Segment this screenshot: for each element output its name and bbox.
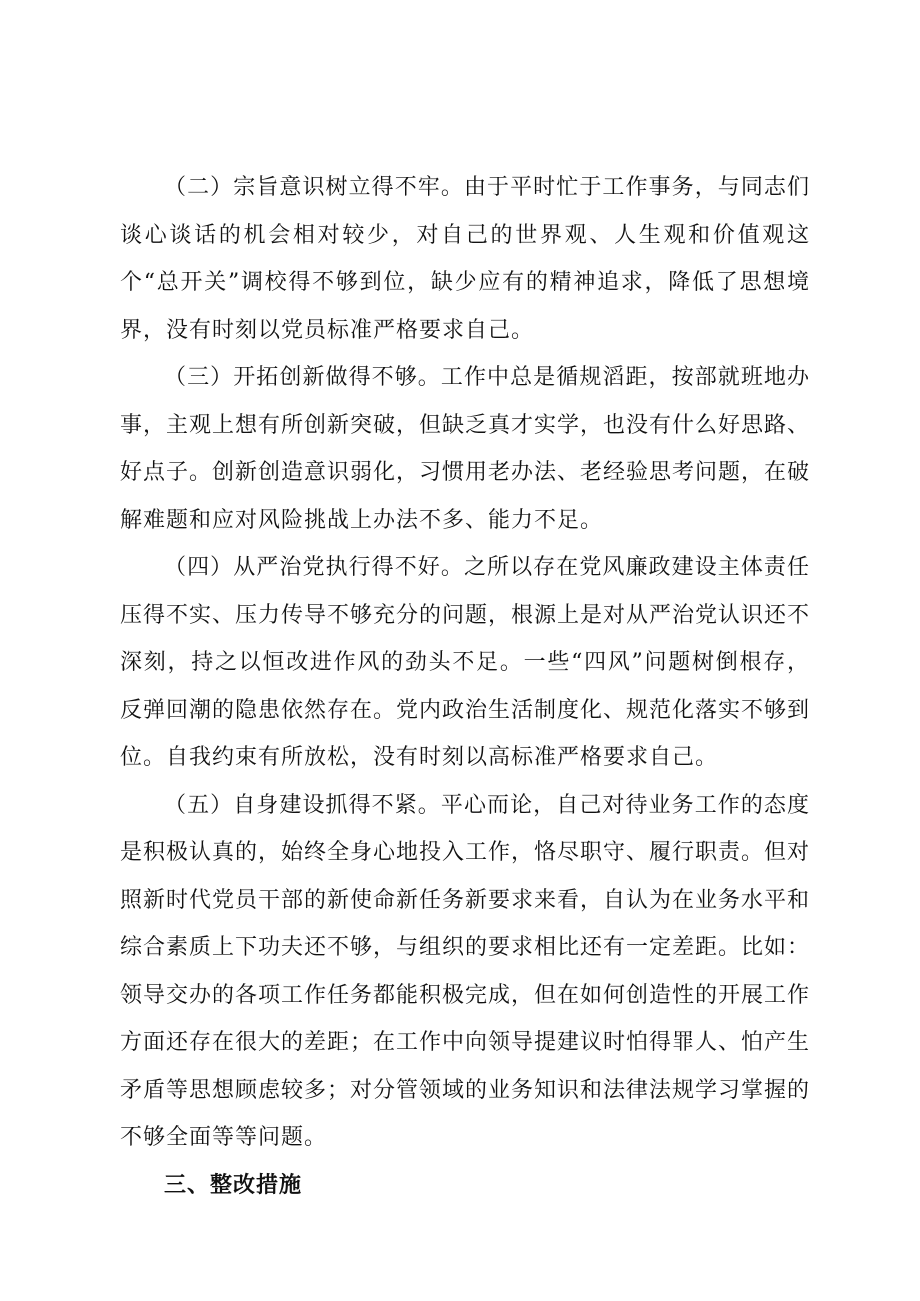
section-heading-rectification: 三、整改措施 (164, 1172, 303, 1198)
paragraph-purpose-awareness: （二）宗旨意识树立得不牢。由于平时忙于工作事务，与同志们谈心谈话的机会相对较少，对自己的世界观、人生观和价值观这个“总开关”调校得不够到位，缺少应有的精神追求，降低了思想境界，没有时刻以党员标准严格要求自己。 (120, 175, 810, 343)
paragraph-self-building: （五）自身建设抓得不紧。平心而论，自己对待业务工作的态度是积极认真的，始终全身心地投入工作，恪尽职守、履行职责。但对照新时代党员干部的新使命新任务新要求来看，自认为在业务水平和综合素质上下功夫还不够，与组织的要求相比还有一定差距。比如：领导交办的各项工作任务都能积极完成，但在如何创造性的开展工作方面还存在很大的差距；在工作中向领导提建议时怕得罪人、怕产生矛盾等思想顾虑较多；对分管领域的业务知识和法律法规学习掌握的不够全面等等问题。 (120, 792, 811, 1150)
document-body (120, 164, 810, 1209)
paragraph-innovation: （三）开拓创新做得不够。工作中总是循规滔距，按部就班地办事，主观上想有所创新突破，但缺乏真才实学，也没有什么好思路、好点子。创新创造意识弱化，习惯用老办法、老经验思考问题，在破解难题和应对风险挑战上办法不多、能力不足。 (120, 365, 811, 533)
paragraph-party-discipline: （四）从严治党执行得不好。之所以存在党风廉政建设主体责任压得不实、压力传导不够充分的问题，根源上是对从严治党认识还不深刻，持之以恒改进作风的劲头不足。一些“四风”问题树倒根存，反弹回潮的隐患依然存在。党内政治生活制度化、规范化落实不够到位。自我约束有所放松，没有时刻以高标准严格要求自己。 (120, 555, 811, 770)
